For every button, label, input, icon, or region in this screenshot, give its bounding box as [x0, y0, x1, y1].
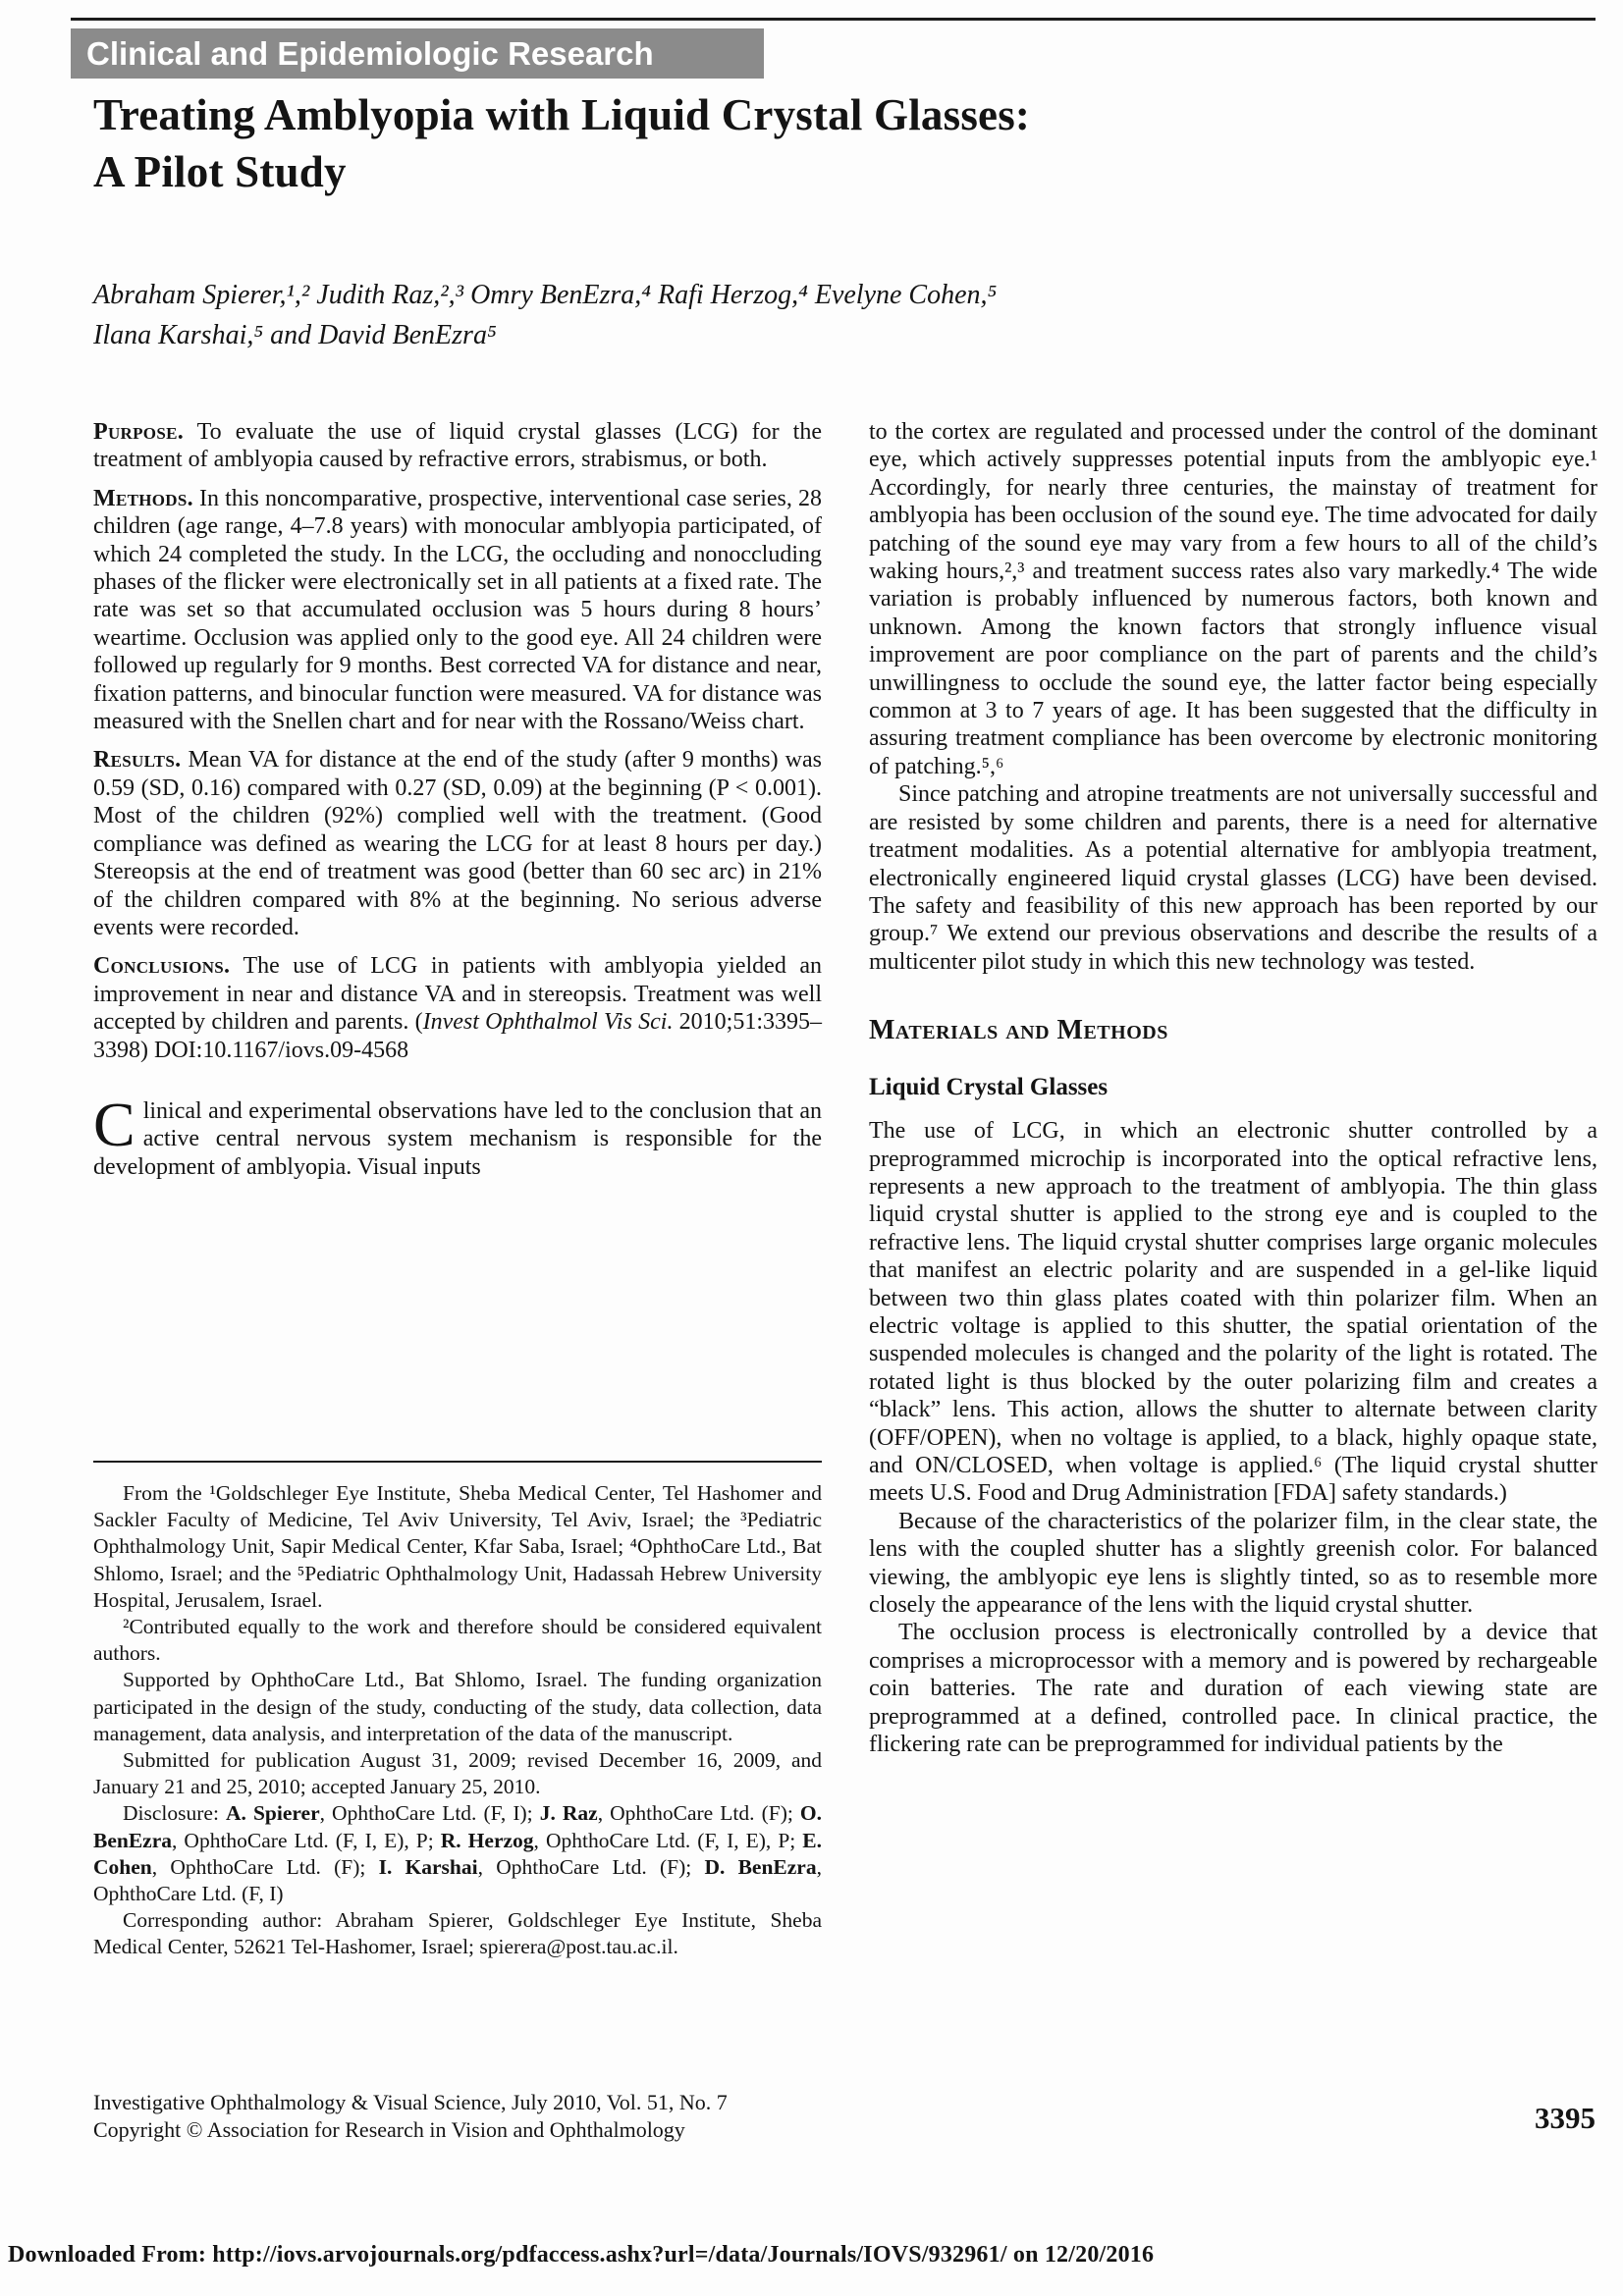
footnote-block [93, 1461, 822, 1961]
lcg-paragraph-1: The use of LCG, in which an electronic shutter controlled by a preprogrammed microchip is incorporated into the optical refractive lens, represents a new approach to the treatment of amblyopia. The thin glass liquid crystal shutter is applied to the strong eye and is coupled to the refractive lens. The liquid crystal shutter comprises large organic molecules that manifest an electric polarity and are suspended in a gel-like liquid between two thin glass plates coated with thin polarizer film. When an electric voltage is applied to this shutter, the spatial orientation of the suspended molecules is changed and the polarity of the light is rotated. The rotated light is thus blocked by the outer polarizing film and creates a “black” lens. This action, allows the shutter to alternate between clarity (OFF/OPEN), when no voltage is applied, to a black, highly opaque state, and ON/CLOSED, when voltage is applied.⁶ (The liquid crystal shutter meets U.S. Food and Drug Administration [FDA] safety standards.) [869, 1118, 1597, 1507]
journal-footer-line1: Investigative Ophthalmology & Visual Science, July 2010, Vol. 51, No. 7 [93, 2090, 728, 2114]
author-list-line2: Ilana Karshai,⁵ and David BenEzra⁵ [93, 320, 497, 350]
lcg-paragraph-3: The occlusion process is electronically controlled by a device that comprises a microprocessor with a memory and is powered by rechargeable coin batteries. The rate and duration of each viewing state are preprogrammed at a defined, controlled pace. In clinical practice, the flickering rate can be preprogrammed for individual patients by the [869, 1620, 1597, 1758]
abstract-methods [93, 485, 822, 736]
page-number: 3395 [1535, 2101, 1596, 2135]
article-title-line1: Treating Amblyopia with Liquid Crystal Glasses: [93, 90, 1031, 139]
journal-footer [93, 2089, 728, 2144]
footnote-disclosure: Disclosure: A. Spierer, OphthoCare Ltd. (F, I); J. Raz, OphthoCare Ltd. (F); O. BenEzra, OphthoCare Ltd. (F, I, E), P; R. Herzog, OphthoCare Ltd. (F, I, E), P; E. Cohen, OphthoCare Ltd. (F); I. Karshai, OphthoCare Ltd. (F); D. BenEzra, OphthoCare Ltd. (F, I) [93, 1801, 822, 1906]
footnote-affiliations: From the ¹Goldschleger Eye Institute, Sheba Medical Center, Tel Hashomer and Sackler Faculty of Medicine, Tel Aviv University, Tel Aviv, Israel; the ³Pediatric Ophthalmology Unit, Sapir Medical Center, Kfar Saba, Israel; ⁴OphthoCare Ltd., Bat Shlomo, Israel; and the ⁵Pediatric Ophthalmology Unit, Hadassah Hebrew University Hospital, Jerusalem, Israel. [93, 1481, 822, 1612]
intro-text: linical and experimental observations have led to the conclusion that an active central nervous system mechanism is responsible for the development of amblyopia. Visual inputs [93, 1097, 822, 1180]
abstract-results-label: Results. [93, 747, 182, 774]
abstract-methods-text: In this noncomparative, prospective, interventional case series, 28 children (age range, 4–7.8 years) with monocular amblyopia participated, of which 24 completed the study. In the LCG, the occluding and nonoccluding phases of the flicker were electronically set in all patients at a fixed rate. The rate was set so that accumulated occlusion was 5 hours during 8 hours’ weartime. Occlusion was applied only to the good eye. All 24 children were followed up regularly for 9 months. Best corrected VA for distance and near, fixation patterns, and binocular function were measured. VA for distance was measured with the Snellen chart and for near with the Rossano/Weiss chart. [93, 485, 822, 735]
abstract-purpose-label: Purpose. [93, 419, 185, 445]
abstract-results-text: Mean VA for distance at the end of the study (after 9 months) was 0.59 (SD, 0.16) compared with 0.27 (SD, 0.09) at the beginning (P < 0.001). Most of the children (92%) complied well with the treatment. (Good compliance was defined as wearing the LCG for at least 8 hours per day.) Stereopsis at the end of treatment was good (better than 60 sec arc) in 21% of the children compared with 8% at the beginning. No serious adverse events were recorded. [93, 747, 822, 940]
abstract-results [93, 746, 822, 941]
right-column [869, 418, 1597, 1758]
article-title [93, 86, 1030, 200]
lcg-paragraph-2: Because of the characteristics of the polarizer film, in the clear state, the lens with the coupled shutter has a slightly greenish color. For balanced viewing, the amblyopic eye lens is slightly tinted, so as to resemble more closely the appearance of the lens with the liquid crystal shutter. [869, 1508, 1597, 1619]
lcg-subheading: Liquid Crystal Glasses [869, 1074, 1109, 1101]
abstract-methods-label: Methods. [93, 485, 193, 511]
intro-continuation-paragraph: to the cortex are regulated and processed under the control of the dominant eye, which actively suppresses potential inputs from the amblyopic eye.¹ Accordingly, for nearly three centuries, the mainstay of treatment for amblyopia has been occlusion of the sound eye. The time advocated for daily patching of the sound eye may vary from a few hours to all of the child’s waking hours,²,³ and treatment success rates also vary markedly.⁴ The wide variation is probably influenced by numerous factors, both known and unknown. Among the known factors that strongly influence visual improvement are poor compliance on the part of parents and the child’s unwillingness to occlude the sound eye, the latter factor being especially common at 3 to 7 years of age. It has been suggested that the difficulty in assuring treatment compliance has been overcome by electronic monitoring of patching.⁵,⁶ [869, 419, 1597, 779]
journal-footer-line2: Copyright © Association for Research in Vision and Ophthalmology [93, 2117, 685, 2142]
drop-cap: C [93, 1089, 135, 1159]
since-patching-paragraph: Since patching and atropine treatments are not universally successful and are resisted by some children and parents, there is a need for alternative treatment modalities. As a potential alternative for amblyopia treatment, electronically engineered liquid crystal glasses (LCG) have been devised. The safety and feasibility of this new approach has been reported by our group.⁷ We extend our previous observations and describe the results of a multicenter pilot study in which this new technology was tested. [869, 781, 1597, 975]
author-list-line1: Abraham Spierer,¹,² Judith Raz,²,³ Omry BenEzra,⁴ Rafi Herzog,⁴ Evelyne Cohen,⁵ [93, 280, 998, 310]
article-title-line2: A Pilot Study [93, 147, 347, 196]
abstract-purpose [93, 418, 822, 474]
abstract-conclusions-label: Conclusions. [93, 953, 231, 980]
footnotes [93, 1480, 822, 1961]
materials-methods-heading: Materials and Methods [869, 1015, 1168, 1046]
section-banner: Clinical and Epidemiologic Research [71, 28, 764, 79]
footnote-submitted: Submitted for publication August 31, 2009; revised December 16, 2009, and January 21 and 25, 2010; accepted January 25, 2010. [93, 1748, 822, 1799]
download-stamp: Downloaded From: http://iovs.arvojournals.org/pdfaccess.ashx?url=/data/Journals/IOVS/932961/ on 12/20/2016 [8, 2242, 1155, 2268]
abstract-conclusions [93, 952, 822, 1064]
author-list [93, 275, 997, 355]
footnote-corresponding: Corresponding author: Abraham Spierer, Goldschleger Eye Institute, Sheba Medical Center, 52621 Tel-Hashomer, Israel; spierera@post.tau.ac.il. [93, 1908, 822, 1959]
footnote-supported: Supported by OphthoCare Ltd., Bat Shlomo, Israel. The funding organization participated in the design of the study, conducting of the study, data collection, data management, data analysis, and interpretation of the data of the manuscript. [93, 1668, 822, 1745]
intro-paragraph [93, 1089, 822, 1181]
abstract-conclusions-text: The use of LCG in patients with amblyopia yielded an improvement in near and distance VA and in stereopsis. Treatment was well accepted by children and parents. (Invest Ophthalmol Vis Sci. 2010;51:3395–3398) DOI:10.1167/iovs.09-4568 [93, 953, 823, 1063]
abstract-purpose-text: To evaluate the use of liquid crystal glasses (LCG) for the treatment of amblyopia caused by refractive errors, strabismus, or both. [93, 419, 822, 473]
top-rule [71, 18, 1596, 21]
left-column [93, 418, 822, 1181]
footnote-contributed: ²Contributed equally to the work and therefore should be considered equivalent authors. [93, 1615, 822, 1666]
footnote-rule [93, 1461, 822, 1463]
